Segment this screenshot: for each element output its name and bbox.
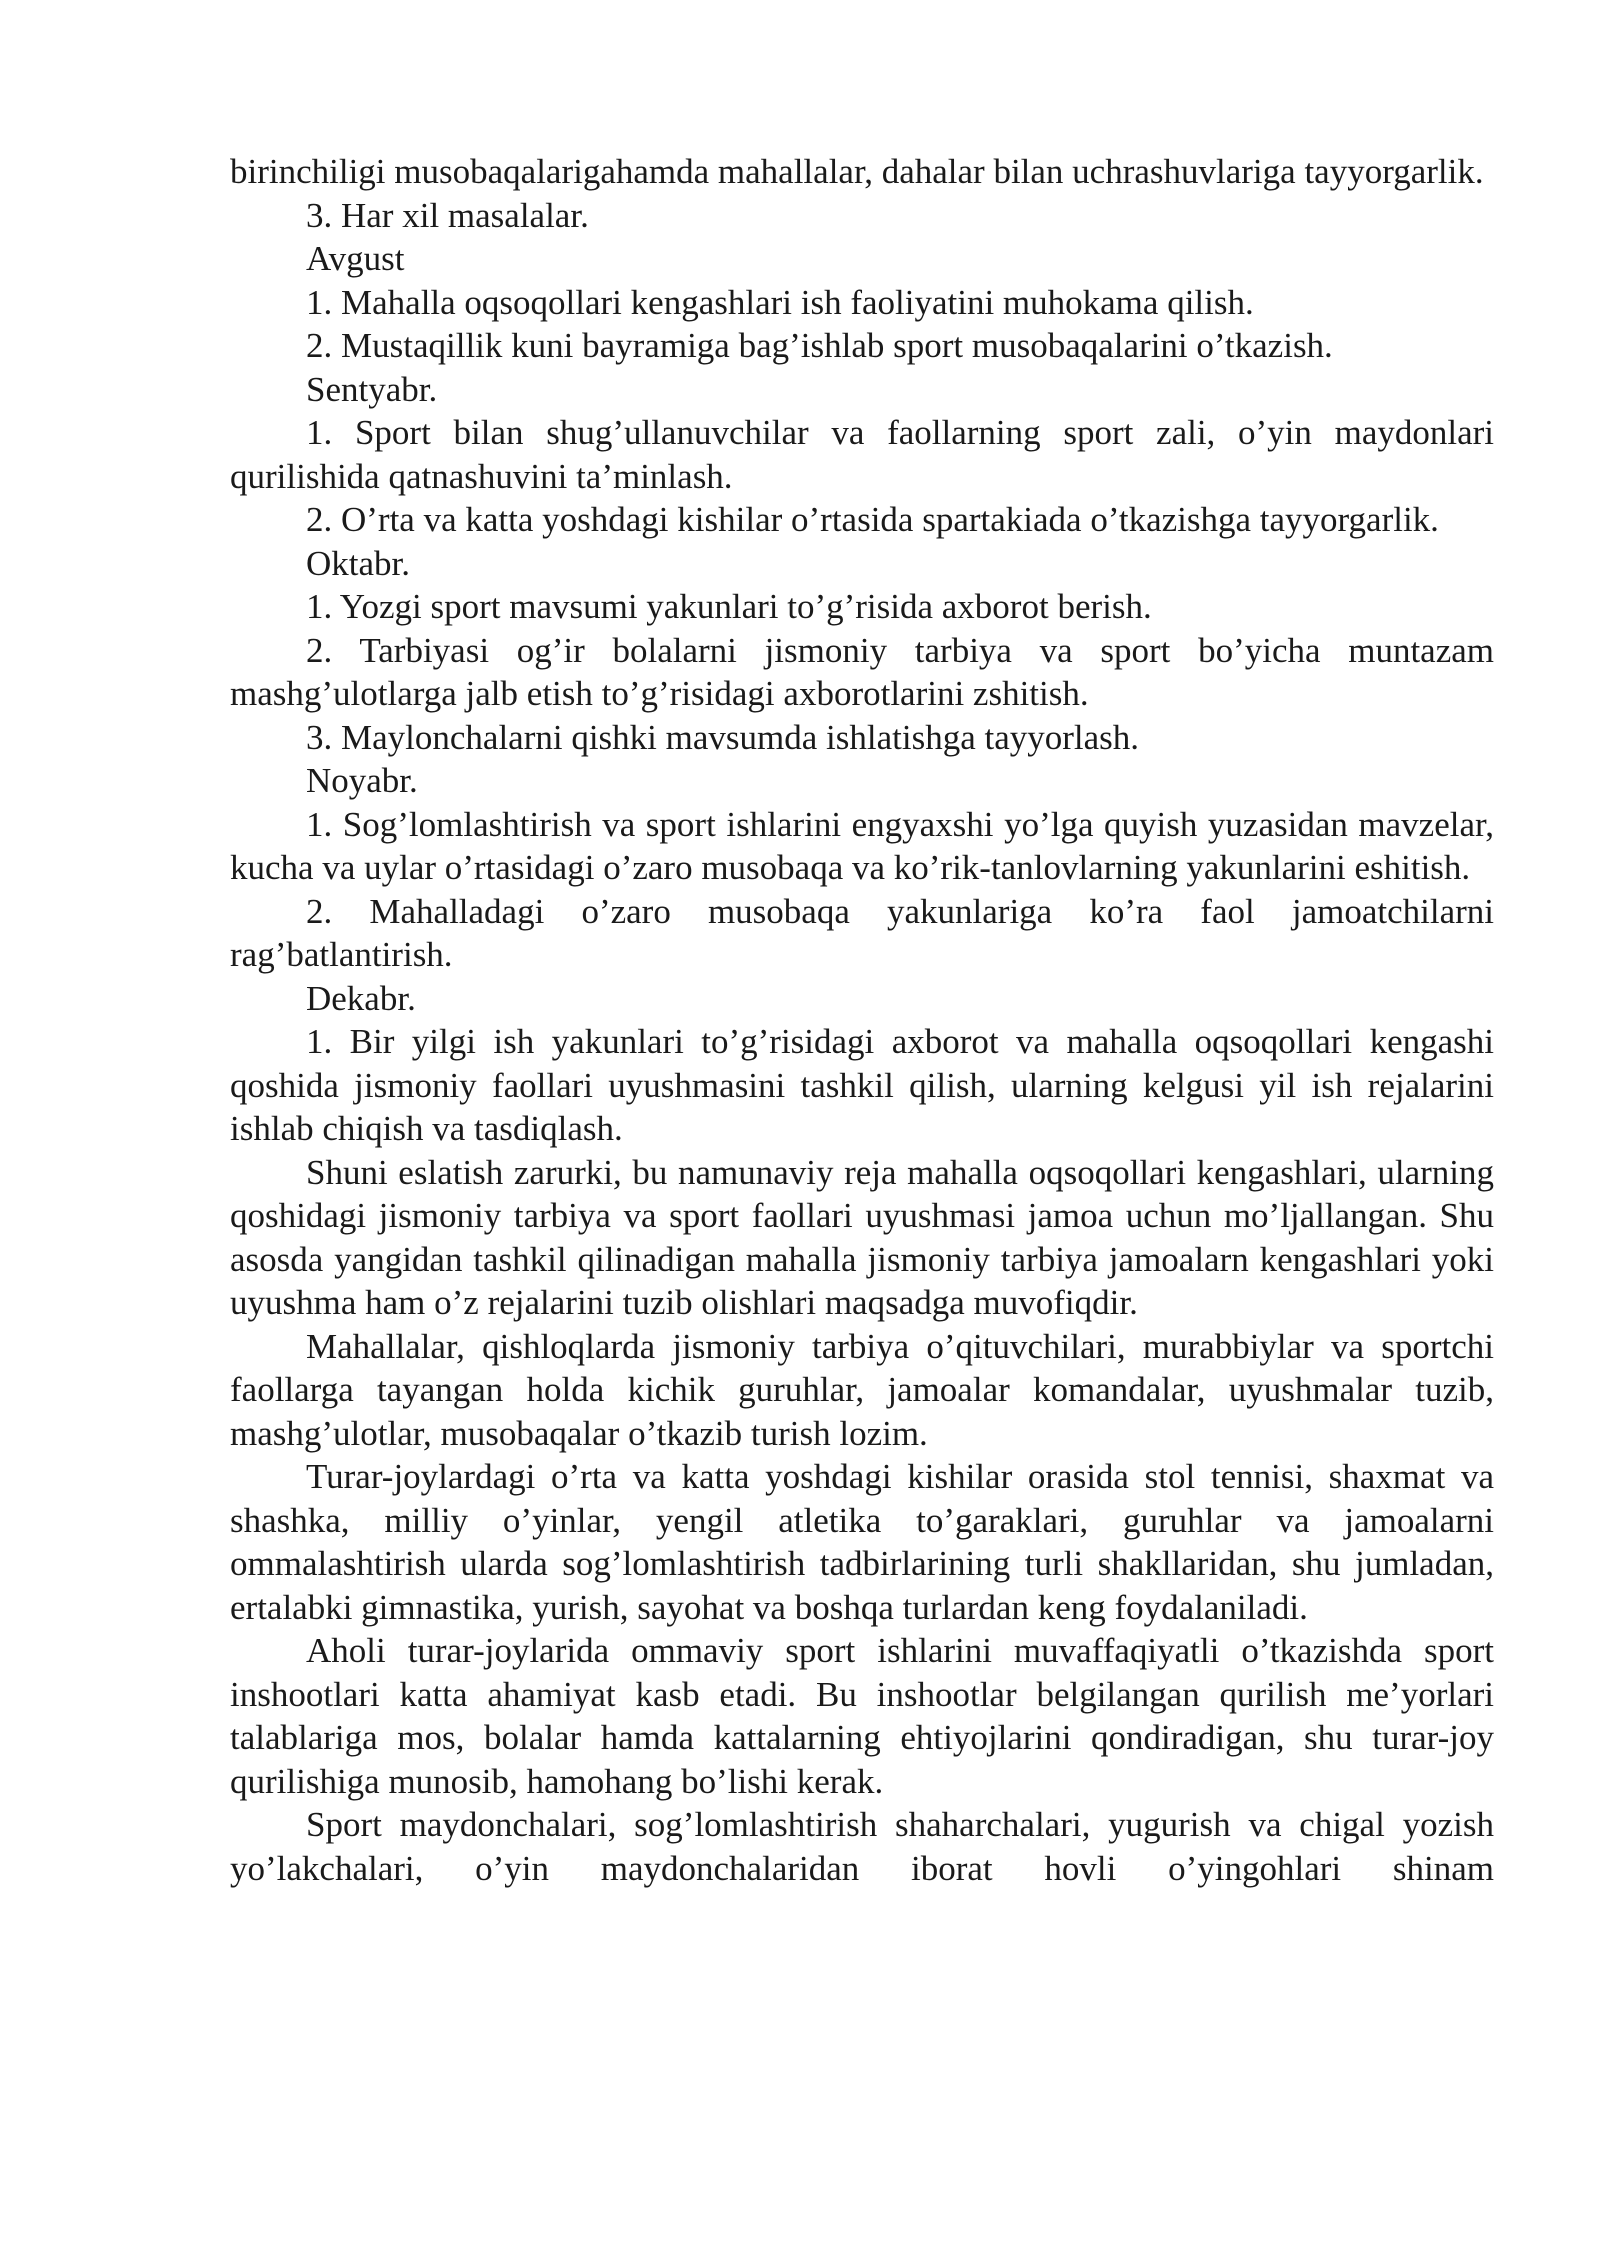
body-paragraph: Aholi turar-joylarida ommaviy sport ishlarini muvaffaqiyatli o’tkazishda sport inshootlari katta ahamiyat kasb etadi. Bu inshootlar belgilangan qurilish me’yorlari talablariga mos, bolalar hamda kattalarning ehtiyojlarini qondiradigan, shu turar-joy qurilishiga munosib, hamohang bo’lishi kerak. [230, 1631, 1494, 1801]
month-heading: Sentyabr. [306, 369, 438, 409]
list-item: 1. Bir yilgi ish yakunlari to’g’risidagi axborot va mahalla oqsoqollari kengashi qoshida jismoniy faollari uyushmasini tashkil qilish, ularning kelgusi yil ish rejalarini ishlab chiqish va tasdiqlash. [230, 1022, 1494, 1148]
list-item: 1. Mahalla oqsoqollari kengashlari ish faoliyatini muhokama qilish. [306, 282, 1254, 322]
list-item: 1. Yozgi sport mavsumi yakunlari to’g’risida axborot berish. [306, 587, 1152, 626]
list-item: 1. Sport bilan shug’ullanuvchilar va faollarning sport zali, o’yin maydonlari qurilishida qatnashuvini ta’minlash. [230, 413, 1494, 496]
body-paragraph: Shuni eslatish zarurki, bu namunaviy reja mahalla oqsoqollari kengashlari, ularning qoshidagi jismoniy tarbiya va sport faollari uyushmasi jamoa uchun mo’ljallangan. Shu asosda yangidan tashkil qilinadigan mahalla jismoniy tarbiya jamoalarn kengashlari yoki uyushma ham o’z rejalarini tuzib olishlari maqsadga muvofiqdir. [230, 1152, 1494, 1322]
list-item: 2. O’rta va katta yoshdagi kishilar o’rtasida spartakiada o’tkazishga tayyorgarlik. [306, 500, 1439, 539]
month-heading: Oktabr. [306, 543, 411, 583]
list-item: 3. Maylonchalarni qishki mavsumda ishlatishga tayyorlash. [306, 717, 1140, 757]
body-paragraph: Turar-joylardagi o’rta va katta yoshdagi kishilar orasida stol tennisi, shaxmat va shashka, milliy o’yinlar, yengil atletika to’garaklari, guruhlar va jamoalarni ommalashtirish ularda sog’lomlashtirish tadbirlarining turli shakllaridan, shu jumladan, ertalabki gimnastika, yurish, sayohat va boshqa turlardan keng foydalaniladi. [230, 1457, 1494, 1627]
list-item: 2. Tarbiyasi og’ir bolalarni jismoniy tarbiya va sport bo’yicha muntazam mashg’ulotlarga jalb etish to’g’risidagi axborotlarini zshitish. [230, 630, 1494, 713]
list-item: 3. Har xil masalalar. [306, 195, 589, 235]
month-heading: Noyabr. [306, 761, 418, 800]
month-heading: Avgust [306, 239, 405, 278]
list-item: 2. Mahalladagi o’zaro musobaqa yakunlariga ko’ra faol jamoatchilarni rag’batlantirish. [230, 891, 1494, 974]
body-paragraph: Mahallalar, qishloqlarda jismoniy tarbiya o’qituvchilari, murabbiylar va sportchi faollarga tayangan holda kichik guruhlar, jamoalar komandalar, uyushmalar tuzib, mashg’ulotlar, musobaqalar o’tkazib turish lozim. [230, 1326, 1494, 1453]
body-paragraph: Sport maydonchalari, sog’lomlashtirish shaharchalari, yugurish va chigal yozish yo’lakchalari, o’yin maydonchalaridan iborat hovli o’yingohlari shinam [230, 1805, 1494, 1888]
paragraph: birinchiligi musobaqalarigahamda mahallalar, dahalar bilan uchrashuvlariga tayyorgarlik. [230, 152, 1484, 191]
list-item: 2. Mustaqillik kuni bayramiga bag’ishlab sport musobaqalarini o’tkazish. [306, 326, 1333, 365]
list-item: 1. Sog’lomlashtirish va sport ishlarini engyaxshi yo’lga quyish yuzasidan mavzelar, kucha va uylar o’rtasidagi o’zaro musobaqa va ko’rik-tanlovlarning yakunlarini eshitish. [230, 804, 1494, 887]
month-heading: Dekabr. [306, 978, 416, 1018]
document-page [230, 150, 1494, 1890]
